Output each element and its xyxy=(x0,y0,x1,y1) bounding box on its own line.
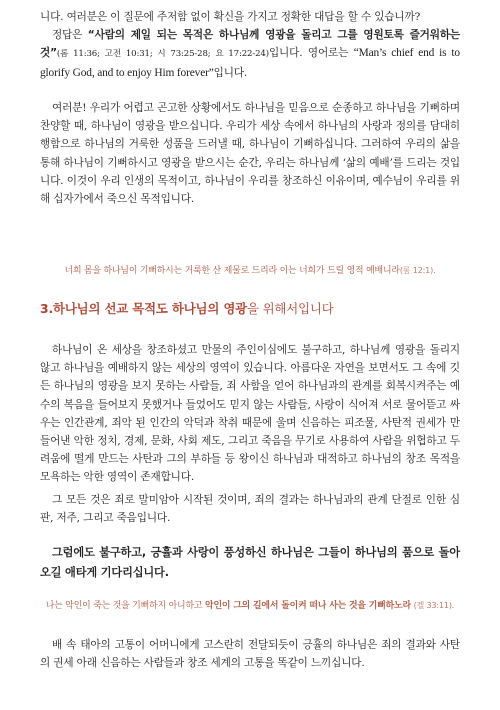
emphasis-statement: 그럼에도 불구하고, 긍휼과 사랑이 풍성하신 하나님은 그들이 하나님의 품으로 돌아오길 애타게 기다리십니다. xyxy=(40,546,460,579)
compassion-paragraph: 배 속 태아의 고통이 어머니에게 고스란히 전달되듯이 긍휼의 하나님은 죄의 결과와 사탄의 권세 아래 신음하는 사람들과 창조 세계의 고통을 똑같이 느끼십니다. xyxy=(40,639,460,670)
english-answer: “Man’s chief end is to glorify God, and to enjoy Him forever” xyxy=(40,47,460,79)
sin-paragraph: 그 모든 것은 죄로 말미암아 시작된 것이며, 죄의 결과는 하나님과의 관계 단절로 인한 심판, 저주, 그리고 죽음입니다. xyxy=(40,494,460,525)
intro-paragraph xyxy=(40,8,460,82)
scripture-quote-1: 너희 몸을 하나님이 기뻐하시는 거룩한 산 제물로 드리라 이는 너희가 드릴 영적 예배니라(롬 12:1). xyxy=(64,266,436,276)
answer-paragraph: 정답은 “사람의 제일 되는 목적은 하나님께 영광을 돌리고 그를 영원토록 즐거워하는 것”(롬 11:36; 고전 10:31; 시 73:25-28; 요 17:22-24)입니다. 영어로는 “Man’s chief end is to glorify God, and to enjoy Him forever”입니다. xyxy=(40,29,460,79)
scripture-quote-2: 나는 악인이 죽는 것을 기뻐하지 아니하고 악인이 그의 길에서 돌이켜 떠나 사는 것을 기뻐하노라 (겔 33:11). xyxy=(45,601,455,611)
worship-paragraph: 여러분! 우리가 어렵고 곤고한 상황에서도 하나님을 믿음으로 순종하고 하나님을 기뻐하며 찬양할 때, 하나님이 영광을 받으십니다. 우리가 세상 속에서 하나님의 사랑과 정의를 담대히 행함으로 하나님의 거룩한 성품을 드러낼 때, 하나님이 기뻐하십니다. 그러하여 우리의 삶을 통해 하나님이 기뻐하시고 영광을 받으시는 순간, 우리는 하나님께 ‘삶의 예배’를 드리는 것입니다. 이것이 우리 인생의 목적이고, 하나님이 우리를 창조하신 이유이며, 예수님이 우리를 위해 십자가에서 죽으신 목적입니다. xyxy=(40,102,460,206)
catechism-answer-bold: “사람의 제일 되는 목적은 하나님께 영광을 돌리고 그를 영원토록 즐거워하는 것” xyxy=(40,29,460,60)
intro-continuation-line: 니다. 여러분은 이 질문에 주저함 없이 확신을 가지고 정확한 대답을 할 수 있습니까? xyxy=(40,11,421,23)
section-number: 3 xyxy=(40,301,49,316)
section-heading: 3.하나님의 선교 목적도 하나님의 영광을 위해서입니다 xyxy=(40,301,334,316)
mission-paragraph: 하나님이 온 세상을 창조하셨고 만물의 주인이심에도 불구하고, 하나님께 영광을 돌리지 않고 하나님을 예배하지 않는 세상의 영역이 있습니다. 아름다운 자연을 보면서도 그 속에 깃든 하나님의 영광을 보지 못하는 사람들, 죄 사함을 얻어 하나님과의 관계를 회복시켜주는 예수의 복음을 들어보지 못했거나 들었어도 믿지 않는 사람들, 사랑이 식어져 서로 물어뜯고 싸우는 인간관계, 죄악 된 인간의 악덕과 착취 때문에 울며 신음하는 피조물, 사탄적 권세가 만들어낸 악한 정치, 경제, 문화, 사회 제도, 그리고 죽음을 무기로 사용하여 사람을 위협하고 두려움에 떨게 만드는 사탄과 그의 부하들 등 왕이신 하나님과 대적하고 하나님의 창조 목적을 모욕하는 악한 영역이 존재합니다. xyxy=(40,344,460,484)
scripture-references: (롬 11:36; 고전 10:31; 시 73:25-28; 요 17:22-24) xyxy=(56,49,269,60)
